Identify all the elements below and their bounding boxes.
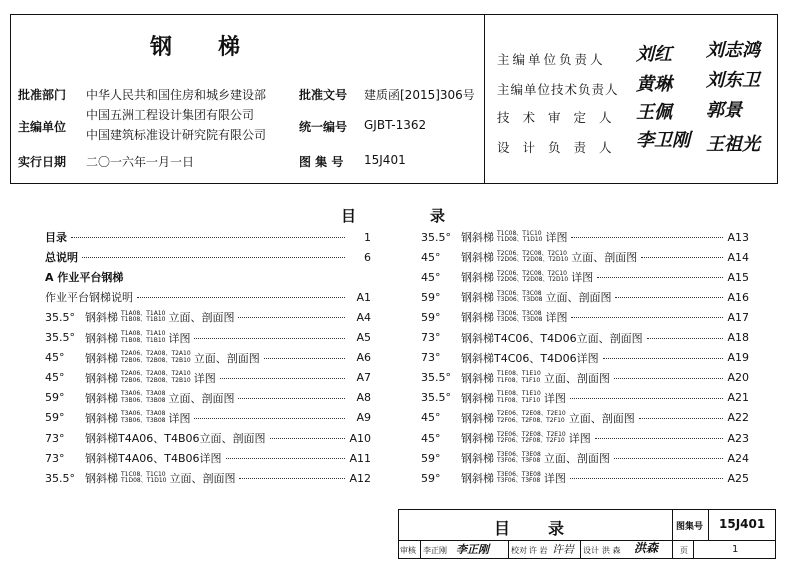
toc-entry-suffix: 立面、剖面图	[168, 391, 235, 405]
toc-entry-suffix: 详图	[545, 311, 568, 325]
signature: 李卫刚	[636, 130, 690, 151]
toc-entry-suffix: 详图	[543, 472, 566, 486]
toc-entry-label: 钢斜梯T4C06、T4D06详图	[461, 351, 599, 365]
toc-entry-angle: 73°	[421, 351, 441, 365]
dot-leader	[239, 477, 345, 479]
toc-entry-codes	[497, 472, 541, 485]
toc-entry	[421, 409, 749, 427]
toc-entry	[421, 389, 749, 407]
signature: 许岩	[552, 543, 574, 556]
dot-leader	[194, 417, 345, 419]
toc-entry-codes	[497, 291, 542, 304]
toc-left-column	[45, 228, 371, 488]
toc-entry-suffix: 详图	[545, 231, 568, 244]
toc-entry-angle: 35.5°	[45, 471, 75, 485]
unified-no-label: 统一编号	[299, 120, 348, 134]
toc-entry-label: A 作业平台钢梯	[45, 271, 124, 285]
toc-entry-codes	[121, 331, 165, 344]
dot-leader	[639, 417, 723, 419]
role-design-head: 设计负责人	[497, 140, 625, 155]
check-label: 校对	[511, 546, 527, 555]
atlas-title: 钢梯	[150, 35, 287, 60]
toc-entry-page: A18	[727, 331, 749, 344]
toc-entry	[45, 369, 371, 387]
toc-entry-page: 6	[364, 250, 371, 264]
signature: 刘志鸿	[706, 40, 760, 61]
toc-entry-codes	[497, 251, 568, 264]
toc-entry-code: T1A08、T1A10	[121, 330, 166, 337]
toc-entry-page: A10	[349, 431, 371, 445]
toc-entry-angle: 35.5°	[421, 391, 451, 405]
toc-entry-page: A11	[349, 451, 371, 465]
toc-entry-angle: 35.5°	[421, 230, 451, 244]
toc-entry	[421, 449, 749, 467]
toc-entry-suffix: 立面、剖面图	[169, 472, 236, 486]
toc-entry-page: A4	[356, 310, 371, 324]
atlas-no-value: 15J401	[364, 153, 406, 167]
toc-entry-suffix: 立面、剖面图	[168, 311, 235, 325]
toc-entry-angle: 59°	[421, 451, 441, 465]
toc-entry-label: 钢斜梯	[85, 391, 118, 405]
role-technical-reviewer: 技术审定人	[497, 110, 625, 125]
toc-entry-angle: 59°	[45, 411, 65, 425]
toc-entry-suffix: 详图	[571, 271, 594, 285]
toc-entry-code: T3C06、T3C08	[497, 309, 542, 317]
dot-leader	[647, 337, 723, 339]
toc-entry-code: T3B06、T3B08	[121, 396, 166, 404]
chief-unit-label: 主编单位	[18, 120, 67, 134]
toc-entry-suffix: 详图	[193, 371, 216, 385]
dot-leader	[571, 236, 723, 238]
toc-entry-codes	[121, 411, 165, 424]
toc-entry-angle: 59°	[45, 391, 65, 405]
toc-entry-suffix: 立面、剖面图	[193, 351, 260, 365]
toc-entry	[45, 409, 371, 427]
toc-entry-page: A9	[356, 411, 371, 425]
toc-entry-angle: 45°	[421, 250, 441, 264]
toc-entry-page: A15	[727, 270, 749, 284]
toc-entry-page: A19	[727, 351, 749, 365]
dot-leader	[603, 357, 723, 359]
toc-entry	[421, 349, 749, 367]
toc-entry	[45, 349, 371, 367]
toc-entry-label: 钢斜梯	[85, 311, 118, 325]
toc-entry	[45, 469, 371, 487]
toc-entry-code: T1D08、T1D10	[497, 236, 543, 243]
atlas-no-value: 15J401	[719, 517, 766, 531]
toc-entry-code: T3C06、T3C08	[497, 289, 542, 297]
dot-leader	[571, 316, 723, 318]
unified-no-value: GJBT-1362	[364, 118, 427, 132]
toc-entry-codes	[497, 432, 566, 445]
dot-leader	[614, 457, 723, 459]
toc-entry-page: A12	[349, 471, 371, 485]
signature: 郭景	[706, 100, 742, 121]
toc-entry-label: 钢斜梯	[461, 291, 494, 305]
dot-leader	[238, 316, 345, 318]
toc-entry-angle: 73°	[45, 451, 65, 465]
dot-leader	[597, 276, 723, 278]
reviewer-name: 李正刚	[423, 546, 447, 555]
dot-leader	[641, 256, 723, 258]
signature: 洪森	[634, 541, 659, 555]
title-block-name-left: 目	[494, 519, 511, 538]
toc-entry-label: 钢斜梯	[85, 351, 118, 365]
toc-entry-code: T1E08、T1E10	[497, 370, 541, 378]
toc-entry-suffix: 立面、剖面图	[571, 251, 638, 265]
toc-entry-label: 钢斜梯	[85, 472, 118, 486]
toc-entry-label: 钢斜梯	[461, 311, 494, 325]
toc-entry	[421, 329, 749, 347]
toc-entry-code: T1C08、T1C10	[121, 470, 166, 478]
toc-entry	[45, 228, 371, 246]
toc-entry-label: 钢斜梯	[461, 371, 494, 385]
toc-entry-code: T3A06、T3A08	[121, 410, 166, 418]
toc-entry-angle: 59°	[421, 290, 441, 304]
toc-entry-label: 钢斜梯	[461, 231, 494, 244]
toc-entry-angle: 35.5°	[45, 331, 75, 344]
toc-entry-label: 钢斜梯	[85, 331, 118, 345]
toc-entry-code: T3E06、T3E08	[497, 450, 541, 458]
toc-entry-codes	[121, 351, 191, 364]
toc-entry-page: A14	[727, 250, 749, 264]
toc-entry	[421, 268, 749, 286]
chief-unit-value-1: 中国五洲工程设计集团有限公司	[86, 108, 255, 122]
designer-name: 洪 森	[602, 546, 621, 555]
toc-entry-code: T3F06、T3F08	[497, 477, 541, 485]
effective-date-value: 二〇一六年一月一日	[86, 155, 195, 169]
toc-entry-codes	[497, 411, 566, 424]
approval-no-value: 建质函[2015]306号	[364, 88, 475, 102]
toc-entry-code: T1B08、T1B10	[121, 316, 166, 324]
toc-entry	[45, 389, 371, 407]
toc-entry-code: T2D06、T2D08、T2D10	[497, 276, 569, 284]
title-block-vline	[420, 540, 421, 559]
toc-entry-angle: 35.5°	[45, 310, 75, 324]
toc-entry-code: T2F06、T2F08、T2F10	[497, 437, 565, 444]
toc-entry-page: A5	[356, 331, 371, 344]
toc-entry-angle: 59°	[421, 310, 441, 324]
atlas-no-label: 图 集 号	[299, 155, 344, 169]
dot-leader	[570, 477, 723, 479]
toc-entry-label: 作业平台钢梯说明	[45, 291, 133, 305]
toc-entry-suffix: 详图	[543, 391, 566, 405]
toc-entry-codes	[121, 391, 165, 404]
toc-entry-page: A13	[727, 230, 749, 244]
title-block-vline	[708, 509, 709, 540]
signature: 王佩	[636, 102, 672, 123]
toc-entry-code: T3B06、T3B08	[121, 416, 166, 424]
toc-entry-label: 钢斜梯T4A06、T4B06详图	[85, 452, 222, 466]
approval-dept-label: 批准部门	[18, 88, 67, 102]
toc-entry	[421, 369, 749, 387]
dot-leader	[82, 256, 345, 258]
toc-right-column	[421, 228, 749, 486]
title-block-divider	[398, 540, 776, 541]
toc-entry-page: A16	[727, 290, 749, 304]
toc-entry-codes	[497, 231, 542, 244]
toc-entry-code: T3D06、T3D08	[497, 316, 543, 324]
design-label: 设计	[583, 546, 599, 555]
toc-entry-label: 钢斜梯	[85, 411, 118, 425]
toc-entry	[421, 248, 749, 266]
toc-entry-codes	[497, 391, 541, 404]
toc-entry-label: 总说明	[45, 251, 78, 265]
toc-entry	[421, 228, 749, 246]
signature: 黄琳	[636, 74, 672, 95]
toc-entry-codes	[497, 271, 568, 284]
page-label: 页	[680, 546, 688, 555]
toc-entry-label: 钢斜梯	[461, 432, 494, 445]
signature: 刘东卫	[706, 70, 760, 91]
toc-entry-code: T1B08、T1B10	[121, 336, 166, 344]
title-block-vline	[580, 540, 581, 559]
toc-entry-label: 钢斜梯	[461, 452, 494, 466]
toc-entry-code: T1F08、T1F10	[497, 376, 541, 384]
toc-entry-code: T2C06、T2C08、T2C10	[497, 249, 567, 257]
dot-leader	[71, 236, 345, 238]
toc-entry-code: T1F08、T1F10	[497, 396, 541, 404]
toc-entry-page: A17	[727, 310, 749, 324]
dot-leader	[137, 296, 345, 298]
dot-leader	[220, 377, 345, 379]
toc-entry-code: T2B06、T2B08、T2B10	[121, 376, 191, 384]
toc-entry-code: T2B06、T2B08、T2B10	[121, 356, 191, 364]
toc-entry-suffix: 立面、剖面图	[543, 452, 610, 466]
toc-entry	[421, 308, 749, 326]
toc-entry-label: 钢斜梯	[85, 371, 118, 385]
signature: 李正刚	[456, 543, 489, 556]
toc-entry-label: 钢斜梯	[461, 251, 494, 265]
toc-entry-angle: 35.5°	[421, 371, 451, 385]
dot-leader	[264, 357, 345, 359]
title-block-name-right: 录	[548, 519, 565, 538]
toc-entry-code: T2A06、T2A08、T2A10	[121, 370, 191, 378]
dot-leader	[595, 437, 723, 439]
toc-entry-codes	[121, 472, 166, 485]
toc-entry	[45, 329, 371, 347]
toc-entry-label: 钢斜梯	[461, 271, 494, 285]
toc-entry-label: 钢斜梯	[461, 472, 494, 486]
title-block-vline	[693, 540, 694, 559]
dot-leader	[614, 377, 723, 379]
toc-entry-page: A1	[356, 290, 371, 304]
toc-entry-code: T1D08、T1D10	[121, 477, 167, 485]
toc-entry	[421, 288, 749, 306]
toc-entry-angle: 59°	[421, 471, 441, 485]
dot-leader	[270, 437, 345, 439]
toc-entry-angle: 45°	[421, 270, 441, 284]
review-label: 审核	[400, 546, 416, 555]
toc-entry-code: T3E06、T3E08	[497, 470, 541, 478]
atlas-no-label: 图集号	[676, 522, 704, 532]
toc-entry-label: 钢斜梯	[461, 411, 494, 425]
toc-entry	[45, 449, 371, 467]
dot-leader	[194, 337, 345, 339]
toc-entry-page: A23	[727, 431, 749, 445]
toc-entry-angle: 45°	[421, 431, 441, 445]
header-divider	[484, 14, 485, 184]
dot-leader	[615, 296, 723, 298]
toc-entry-label: 钢斜梯T4A06、T4B06立面、剖面图	[85, 432, 266, 445]
dot-leader	[226, 457, 345, 459]
toc-entry-label: 钢斜梯T4C06、T4D06立面、剖面图	[461, 331, 643, 345]
toc-entry-angle: 73°	[45, 431, 65, 445]
toc-entry	[45, 308, 371, 326]
toc-entry-code: T2C06、T2C08、T2C10	[497, 269, 567, 277]
toc-entry-label: 钢斜梯	[461, 391, 494, 405]
toc-entry-label: 目录	[45, 231, 67, 244]
toc-entry-code: T2D06、T2D08、T2D10	[497, 256, 569, 264]
chief-unit-value-2: 中国建筑标准设计研究院有限公司	[86, 128, 267, 142]
signature: 刘红	[636, 44, 672, 65]
role-chief-unit-tech-head: 主编单位技术负责人	[497, 82, 619, 97]
toc-entry	[45, 429, 371, 447]
toc-entry-suffix: 立面、剖面图	[568, 411, 635, 425]
toc-entry-codes	[121, 371, 191, 384]
toc-entry	[45, 288, 371, 306]
toc-entry-codes	[497, 371, 541, 384]
title-block-vline	[672, 509, 673, 559]
toc-entry-page: A21	[727, 391, 749, 405]
toc-entry-code: T2E06、T2E08、T2E10	[497, 430, 566, 438]
role-chief-unit-head: 主编单位负责人	[497, 52, 606, 67]
toc-entry-page: A25	[727, 471, 749, 485]
toc-entry-page: A24	[727, 451, 749, 465]
toc-entry-page: A20	[727, 371, 749, 385]
toc-entry-code: T2F06、T2F08、T2F10	[497, 416, 565, 424]
toc-title-right: 录	[430, 207, 446, 225]
toc-entry-page: A6	[356, 351, 371, 365]
toc-entry-page: 1	[364, 230, 371, 244]
toc-entry-codes	[121, 311, 165, 324]
dot-leader	[570, 397, 723, 399]
toc-entry-suffix: 立面、剖面图	[545, 291, 612, 305]
toc-entry-suffix: 详图	[168, 331, 191, 345]
signature: 王祖光	[706, 134, 760, 155]
toc-entry-angle: 45°	[421, 411, 441, 425]
toc-entry-angle: 45°	[45, 351, 65, 365]
approval-no-label: 批准文号	[299, 88, 348, 102]
effective-date-label: 实行日期	[18, 155, 67, 169]
toc-entry-page: A22	[727, 411, 749, 425]
checker-name: 许 岩	[529, 546, 548, 555]
toc-entry-code: T3F06、T3F08	[497, 457, 541, 465]
toc-entry-suffix: 立面、剖面图	[543, 371, 610, 385]
toc-entry-code: T1C08、T1C10	[497, 229, 542, 237]
toc-entry-suffix: 详图	[568, 432, 591, 445]
toc-entry-code: T2A06、T2A08、T2A10	[121, 350, 191, 358]
toc-entry-angle: 45°	[45, 371, 65, 385]
toc-entry-code: T1E08、T1E10	[497, 390, 541, 398]
toc-entry	[45, 268, 371, 286]
toc-entry-page: A8	[356, 391, 371, 405]
dot-leader	[238, 397, 345, 399]
toc-entry	[45, 248, 371, 266]
toc-entry	[421, 469, 749, 487]
toc-entry-page: A7	[356, 371, 371, 385]
toc-entry-code: T3A06、T3A08	[121, 390, 166, 398]
toc-entry-codes	[497, 311, 542, 324]
page-value: 1	[732, 544, 739, 555]
toc-entry-code: T2E06、T2E08、T2E10	[497, 410, 566, 418]
toc-entry-code: T3D06、T3D08	[497, 296, 543, 304]
toc-entry-codes	[497, 452, 541, 465]
toc-entry	[421, 429, 749, 447]
toc-entry-code: T1A08、T1A10	[121, 309, 166, 317]
toc-entry-suffix: 详图	[168, 411, 191, 425]
toc-title-left: 目	[341, 207, 357, 225]
title-block-vline	[508, 540, 509, 559]
approval-dept-value: 中华人民共和国住房和城乡建设部	[86, 88, 267, 102]
toc-entry-angle: 73°	[421, 331, 441, 344]
